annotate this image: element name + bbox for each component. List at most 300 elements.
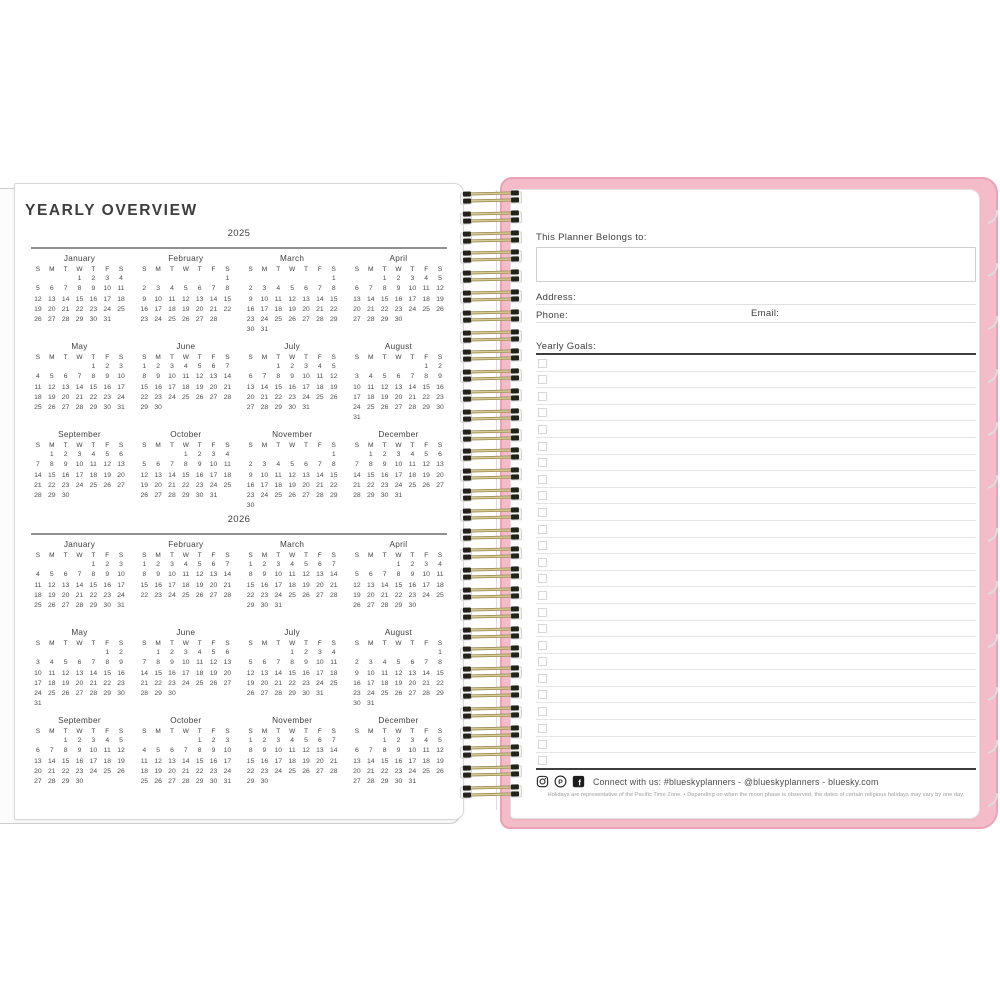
day-cell: 20 (61, 393, 70, 401)
day-cell: 9 (119, 659, 123, 667)
day-cell: 11 (223, 461, 231, 469)
day-cell: 17 (366, 679, 375, 687)
day-cell: 12 (195, 373, 204, 381)
empty-day-cell (419, 648, 433, 658)
weekday-label: T (91, 552, 96, 559)
day-cell: 8 (91, 571, 96, 579)
weekday-label: W (395, 354, 402, 361)
month-name: September (58, 716, 101, 725)
day-cell: 8 (183, 461, 188, 469)
wire-loop (462, 686, 520, 699)
goal-line (536, 703, 976, 720)
weekday-label: S (248, 728, 253, 735)
day-cell: 16 (195, 471, 204, 479)
day-cell: 17 (34, 679, 42, 687)
day-cell: 23 (209, 767, 218, 775)
month-days-grid (350, 736, 447, 787)
day-cell: 7 (424, 659, 429, 667)
day-cell: 16 (394, 757, 403, 765)
day-cell: 18 (274, 305, 283, 313)
weekday-header-row (350, 727, 447, 736)
day-cell: 29 (195, 778, 204, 786)
empty-day-cell (378, 648, 392, 658)
day-cell: 25 (195, 679, 204, 687)
day-cell: 26 (34, 316, 42, 324)
day-cell: 9 (396, 285, 401, 293)
day-cell: 7 (331, 561, 336, 568)
day-cell: 27 (195, 316, 204, 324)
day-cell: 23 (103, 393, 111, 401)
day-cell: 14 (223, 571, 232, 579)
day-cell: 30 (246, 326, 255, 334)
year-divider-2026 (31, 533, 447, 535)
day-cell: 24 (75, 481, 84, 489)
day-cell: 31 (260, 326, 269, 334)
day-cell: 8 (331, 461, 336, 469)
empty-day-cell (350, 560, 364, 570)
goal-checkbox (538, 608, 547, 617)
weekday-label: T (304, 442, 308, 449)
weekday-label: S (248, 442, 253, 449)
day-cell: 5 (424, 451, 429, 458)
day-cell: 8 (156, 659, 160, 667)
empty-day-cell (137, 450, 151, 460)
empty-day-cell (165, 274, 179, 284)
weekday-label: T (91, 728, 96, 735)
day-cell: 13 (302, 295, 310, 303)
day-cell: 27 (408, 690, 417, 698)
weekday-label: W (182, 728, 189, 735)
day-cell: 4 (36, 373, 40, 381)
day-cell: 11 (408, 461, 416, 469)
day-cell: 10 (34, 669, 42, 677)
day-cell: 4 (331, 649, 336, 656)
day-cell: 4 (290, 737, 295, 744)
empty-day-cell (59, 274, 73, 284)
month-days-grid (244, 450, 341, 512)
day-cell: 12 (47, 383, 56, 391)
day-cell: 16 (154, 383, 162, 391)
day-cell: 9 (105, 571, 110, 579)
day-cell: 3 (368, 659, 373, 667)
day-cell: 23 (168, 679, 176, 687)
day-cell: 6 (170, 747, 174, 755)
day-cell: 18 (422, 757, 430, 765)
weekday-label: T (63, 552, 68, 559)
day-cell: 24 (117, 393, 125, 401)
day-cell: 12 (117, 747, 125, 755)
day-cell: 29 (274, 404, 283, 412)
day-cell: 14 (34, 471, 42, 479)
day-cell: 11 (274, 471, 282, 479)
weekday-label: T (91, 442, 96, 449)
day-cell: 5 (304, 561, 308, 568)
day-cell: 3 (119, 561, 123, 568)
day-cell: 16 (103, 581, 111, 589)
weekday-label: W (395, 640, 402, 647)
day-cell: 30 (408, 602, 417, 610)
weekday-label: T (410, 728, 415, 735)
day-cell: 8 (382, 747, 387, 755)
day-cell: 15 (47, 471, 56, 479)
day-cell: 24 (394, 481, 403, 489)
weekday-label: T (304, 640, 308, 647)
month-calendar (350, 429, 447, 512)
wire-bar (466, 218, 516, 222)
day-cell: 21 (366, 767, 375, 775)
day-cell: 1 (248, 737, 253, 744)
day-cell: 23 (117, 679, 125, 687)
day-cell: 9 (262, 747, 267, 755)
day-cell: 29 (246, 602, 255, 610)
day-cell: 21 (316, 481, 324, 489)
day-cell: 27 (61, 602, 70, 610)
day-cell: 15 (140, 383, 149, 391)
month-name: April (389, 540, 408, 549)
weekday-label: W (289, 354, 296, 361)
month-days-grid (350, 648, 447, 710)
wire-bar (466, 555, 516, 559)
day-cell: 31 (223, 778, 232, 786)
day-cell: 30 (353, 700, 361, 708)
day-cell: 26 (288, 492, 296, 500)
day-cell: 15 (436, 669, 444, 677)
day-cell: 15 (246, 757, 255, 765)
day-cell: 22 (436, 679, 444, 687)
day-cell: 22 (394, 591, 403, 599)
weekday-label: S (354, 442, 360, 449)
day-cell: 9 (248, 471, 253, 479)
day-cell: 8 (142, 373, 147, 381)
weekday-header-row (244, 353, 341, 362)
svg-text:P: P (558, 779, 563, 787)
wire-bar (466, 792, 516, 796)
day-cell: 9 (355, 669, 359, 677)
day-cell: 21 (75, 591, 84, 599)
weekday-label: F (105, 640, 110, 647)
day-cell: 15 (380, 295, 389, 303)
day-cell: 27 (168, 778, 176, 786)
weekday-label: S (225, 442, 230, 449)
wire-bar (466, 271, 516, 275)
day-cell: 4 (290, 561, 295, 568)
day-cell: 28 (316, 492, 324, 500)
day-cell: 4 (225, 451, 230, 458)
day-cell: 17 (394, 471, 403, 479)
day-cell: 19 (140, 481, 149, 489)
day-cell: 30 (61, 492, 70, 500)
weekday-label: S (437, 728, 443, 735)
weekday-label: S (35, 728, 41, 735)
day-cell: 28 (353, 492, 361, 500)
weekday-label: S (142, 354, 147, 361)
weekday-label: M (49, 640, 55, 647)
day-cell: 1 (49, 451, 54, 458)
day-cell: 3 (304, 363, 308, 370)
day-cell: 13 (316, 747, 324, 755)
weekday-label: F (424, 442, 429, 449)
wire-bar (466, 389, 516, 393)
wire-bar (466, 706, 516, 710)
day-cell: 28 (329, 767, 338, 775)
wire-bar (466, 535, 516, 539)
day-cell: 5 (331, 363, 336, 370)
day-cell: 18 (329, 669, 338, 677)
day-cell: 26 (140, 492, 149, 500)
month-calendar (31, 539, 128, 622)
empty-day-cell (244, 362, 258, 372)
wire-bar (466, 290, 516, 294)
day-cell: 31 (103, 316, 111, 324)
empty-day-cell (137, 648, 151, 658)
day-cell: 18 (195, 669, 204, 677)
page-edge-curl (969, 248, 1000, 281)
day-cell: 25 (140, 778, 149, 786)
day-cell: 25 (288, 591, 296, 599)
day-cell: 12 (329, 373, 338, 381)
weekday-header-row (350, 639, 447, 648)
day-cell: 5 (49, 373, 54, 381)
weekday-label: T (410, 552, 415, 559)
day-cell: 24 (154, 316, 162, 324)
weekday-header-row (31, 639, 128, 648)
day-cell: 31 (117, 404, 125, 412)
day-cell: 16 (302, 669, 310, 677)
day-cell: 26 (436, 767, 444, 775)
day-cell: 7 (211, 285, 216, 293)
day-cell: 16 (140, 305, 149, 313)
goal-checkbox (538, 724, 547, 733)
empty-day-cell (151, 736, 165, 746)
empty-day-cell (299, 450, 313, 460)
wire-bar (466, 337, 516, 341)
day-cell: 8 (331, 285, 336, 293)
day-cell: 7 (77, 373, 82, 381)
weekday-label: F (211, 640, 216, 647)
empty-day-cell (271, 648, 285, 658)
weekday-label: S (248, 354, 253, 361)
day-cell: 28 (422, 690, 430, 698)
weekday-label: T (91, 640, 96, 647)
day-cell: 1 (142, 363, 147, 370)
day-cell: 9 (156, 373, 160, 381)
weekday-header-row (244, 265, 341, 274)
weekday-label: T (276, 442, 281, 449)
day-cell: 10 (353, 383, 361, 391)
day-cell: 11 (436, 571, 444, 579)
day-cell: 16 (61, 471, 70, 479)
day-cell: 24 (274, 767, 283, 775)
day-cell: 28 (140, 690, 149, 698)
day-cell: 27 (117, 481, 125, 489)
day-cell: 23 (89, 305, 98, 313)
weekday-label: T (169, 552, 174, 559)
day-cell: 13 (408, 669, 417, 677)
wire-loop (462, 667, 520, 680)
day-cell: 7 (382, 571, 387, 579)
day-cell: 11 (288, 747, 296, 755)
day-cell: 11 (316, 373, 324, 381)
day-cell: 8 (276, 373, 281, 381)
day-cell: 11 (288, 571, 296, 579)
day-cell: 14 (422, 669, 430, 677)
month-calendar (350, 253, 447, 336)
day-cell: 7 (49, 747, 54, 755)
day-cell: 15 (329, 471, 338, 479)
day-cell: 25 (34, 404, 42, 412)
weekday-label: F (424, 728, 429, 735)
wire-bar (466, 409, 516, 413)
day-cell: 27 (34, 778, 42, 786)
day-cell: 22 (380, 305, 389, 313)
day-cell: 21 (61, 305, 70, 313)
day-cell: 24 (117, 591, 125, 599)
day-cell: 5 (382, 373, 387, 381)
wire-loop (462, 449, 520, 462)
day-cell: 17 (274, 757, 283, 765)
month-name: March (280, 540, 305, 549)
goal-line (536, 438, 976, 455)
day-cell: 2 (142, 285, 147, 293)
weekday-label: S (437, 640, 443, 647)
day-cell: 23 (154, 591, 162, 599)
day-cell: 8 (248, 747, 253, 755)
day-cell: 14 (89, 669, 98, 677)
day-cell: 4 (49, 659, 54, 667)
day-cell: 6 (262, 659, 267, 667)
day-cell: 18 (34, 591, 42, 599)
day-cell: 8 (290, 659, 295, 667)
day-cell: 22 (288, 679, 296, 687)
spiral-binding (452, 188, 532, 812)
weekday-header-row (137, 353, 234, 362)
empty-day-cell (285, 450, 299, 460)
weekday-label: F (211, 552, 216, 559)
wire-bar (466, 548, 516, 552)
empty-day-cell (244, 648, 258, 658)
day-cell: 12 (182, 295, 190, 303)
empty-day-cell (244, 450, 258, 460)
day-cell: 8 (49, 461, 54, 469)
day-cell: 13 (34, 757, 42, 765)
weekday-label: T (197, 266, 202, 273)
goal-line (536, 720, 976, 737)
weekday-label: M (261, 266, 268, 273)
day-cell: 31 (302, 404, 310, 412)
day-cell: 2 (211, 737, 216, 744)
wire-loop (462, 271, 520, 284)
day-cell: 20 (61, 591, 70, 599)
weekday-label: S (437, 552, 443, 559)
wire-bar (466, 449, 516, 453)
day-cell: 24 (168, 393, 176, 401)
empty-day-cell (31, 648, 45, 658)
day-cell: 10 (168, 571, 176, 579)
day-cell: 3 (424, 561, 429, 568)
wire-loop (462, 350, 520, 363)
email-label: Email: (751, 308, 780, 319)
day-cell: 10 (422, 571, 430, 579)
month-name: June (176, 342, 196, 351)
day-cell: 8 (248, 571, 253, 579)
month-name: March (280, 254, 305, 263)
day-cell: 22 (422, 393, 430, 401)
goal-checkbox (538, 491, 547, 500)
day-cell: 24 (366, 690, 375, 698)
day-cell: 18 (422, 295, 430, 303)
day-cell: 3 (156, 285, 160, 293)
day-cell: 18 (366, 393, 375, 401)
day-cell: 3 (396, 451, 401, 458)
goal-checkbox (538, 740, 547, 749)
empty-day-cell (86, 648, 100, 658)
day-cell: 19 (436, 295, 444, 303)
day-cell: 24 (408, 767, 417, 775)
day-cell: 2 (91, 275, 96, 282)
day-cell: 12 (436, 285, 444, 293)
weekday-label: T (197, 552, 202, 559)
month-calendar (137, 341, 234, 424)
day-cell: 26 (195, 591, 204, 599)
empty-day-cell (378, 560, 392, 570)
month-name: June (176, 628, 196, 637)
month-name: October (170, 716, 202, 725)
day-cell: 25 (182, 393, 190, 401)
day-cell: 7 (331, 737, 336, 744)
weekday-label: F (105, 552, 110, 559)
empty-day-cell (151, 450, 165, 460)
day-cell: 7 (276, 659, 281, 667)
day-cell: 15 (75, 295, 84, 303)
day-cell: 30 (209, 778, 218, 786)
day-cell: 2 (262, 561, 267, 568)
month-name: January (63, 540, 96, 549)
weekday-label: M (261, 552, 268, 559)
weekday-label: F (211, 728, 216, 735)
goal-checkbox (538, 475, 547, 484)
day-cell: 24 (302, 393, 310, 401)
month-calendar (350, 539, 447, 622)
day-cell: 24 (422, 591, 430, 599)
day-cell: 12 (380, 383, 389, 391)
weekday-label: W (182, 442, 189, 449)
day-cell: 10 (394, 461, 403, 469)
day-cell: 14 (223, 373, 232, 381)
wire-bar (466, 198, 516, 202)
day-cell: 27 (61, 404, 70, 412)
month-days-grid (137, 560, 234, 601)
day-cell: 17 (168, 383, 176, 391)
wire-bar (466, 350, 516, 354)
day-cell: 12 (209, 659, 218, 667)
day-cell: 7 (317, 285, 322, 293)
day-cell: 7 (142, 659, 147, 667)
day-cell: 10 (168, 373, 176, 381)
connect-text: Connect with us: #blueskyplanners - @blueskyplanners - bluesky.com (593, 776, 879, 787)
day-cell: 6 (211, 561, 216, 568)
day-cell: 28 (34, 492, 42, 500)
month-calendar (244, 429, 341, 512)
day-cell: 17 (75, 471, 84, 479)
day-cell: 2 (77, 737, 82, 744)
empty-day-cell (350, 648, 364, 658)
day-cell: 24 (209, 481, 218, 489)
day-cell: 4 (276, 461, 281, 469)
wire-loop (462, 211, 520, 224)
wire-loop (462, 429, 520, 442)
weekday-label: F (424, 266, 429, 273)
day-cell: 14 (329, 571, 338, 579)
